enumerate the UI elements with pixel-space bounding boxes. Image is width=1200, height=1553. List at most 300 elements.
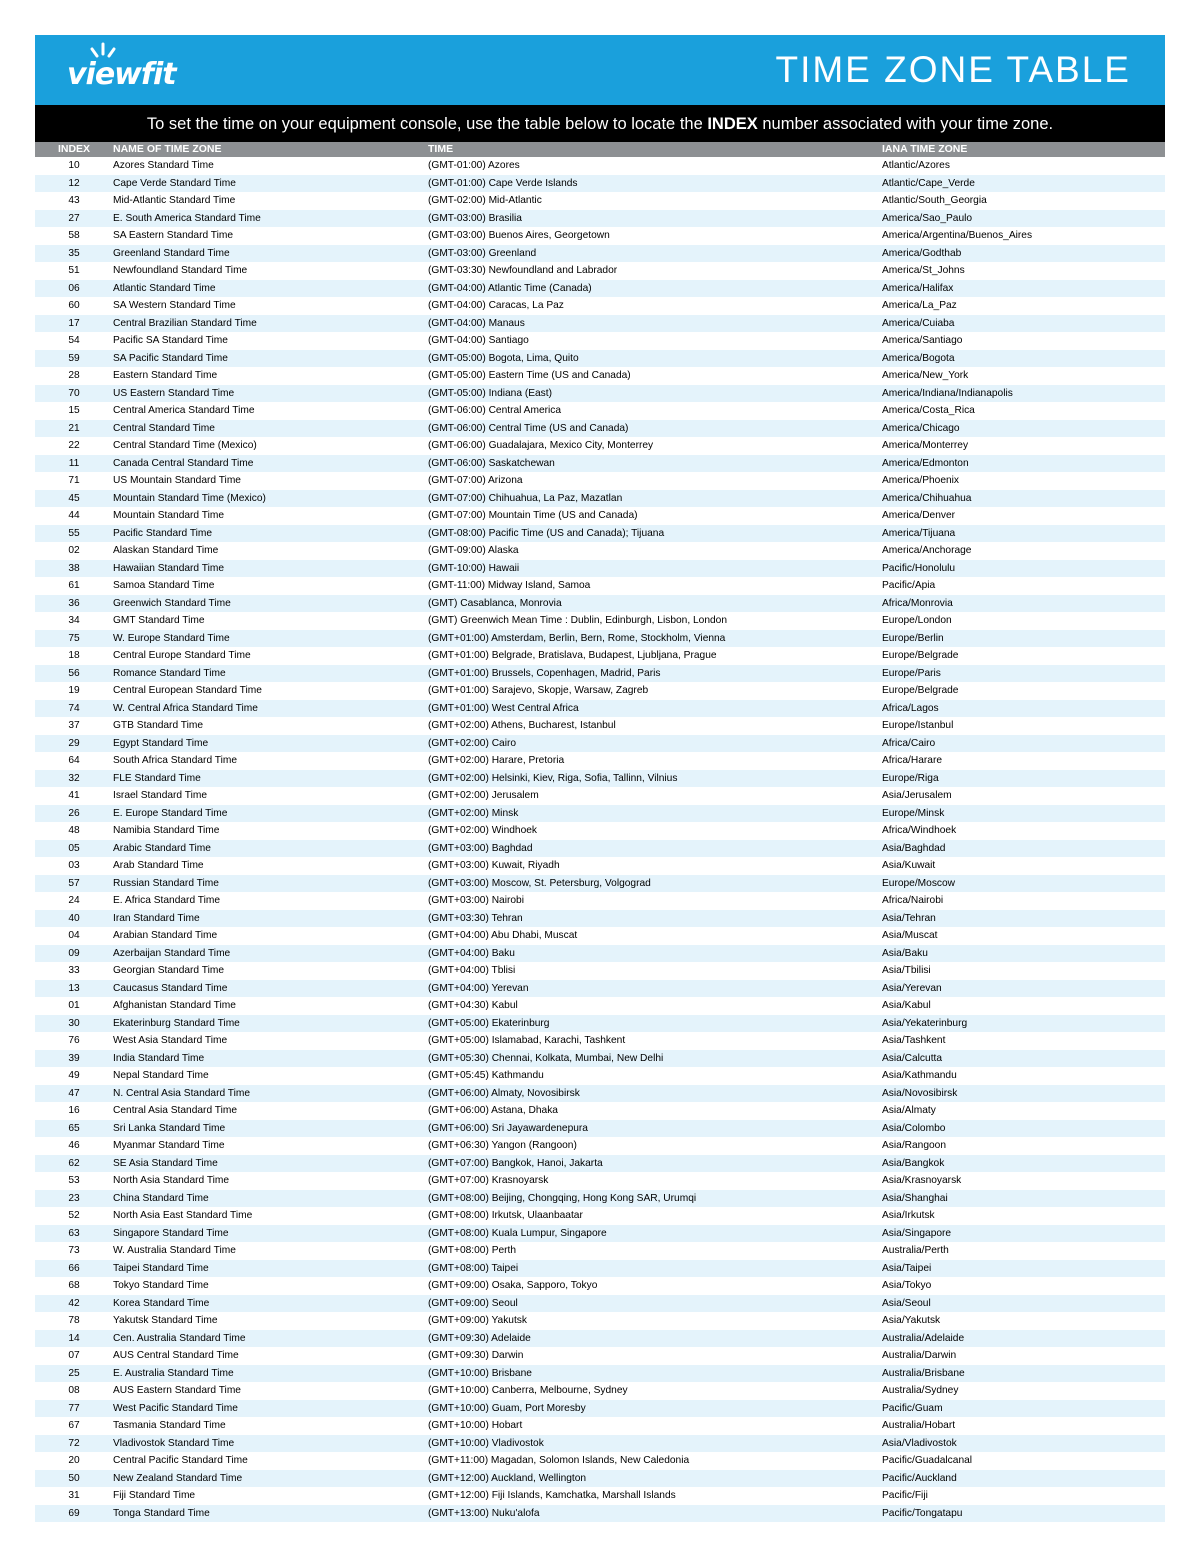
cell-time: (GMT+08:00) Beijing, Chongqing, Hong Kong SAR, Urumqi	[428, 1190, 882, 1208]
cell-iana: Asia/Baghdad	[882, 840, 1165, 858]
cell-iana: Europe/Riga	[882, 770, 1165, 788]
table-row	[35, 840, 1165, 858]
cell-index: 13	[35, 980, 113, 998]
cell-index: 45	[35, 490, 113, 508]
table-row	[35, 1295, 1165, 1313]
cell-iana: Asia/Yekaterinburg	[882, 1015, 1165, 1033]
cell-iana: Atlantic/South_Georgia	[882, 195, 987, 206]
cell-time: (GMT+02:00) Cairo	[428, 735, 882, 753]
cell-iana: Asia/Vladivostok	[882, 1435, 1165, 1453]
cell-index: 59	[35, 350, 113, 368]
cell-index: 06	[35, 280, 113, 298]
cell-index: 42	[35, 1295, 113, 1313]
cell-iana: America/Tijuana	[882, 525, 1165, 543]
cell-iana: Europe/Belgrade	[882, 650, 959, 661]
table-row	[35, 157, 1165, 175]
cell-index: 09	[35, 945, 113, 963]
cell-name: AUS Central Standard Time	[113, 1350, 239, 1361]
cell-time: (GMT+01:00) Sarajevo, Skopje, Warsaw, Zagreb	[428, 685, 649, 696]
cell-index: 14	[35, 1330, 113, 1348]
cell-name: Azores Standard Time	[113, 160, 214, 171]
cell-iana: Europe/Paris	[882, 665, 1165, 683]
table-row	[35, 1470, 1165, 1488]
cell-time: (GMT+04:30) Kabul	[428, 1000, 518, 1011]
cell-iana: Asia/Jerusalem	[882, 790, 952, 801]
cell-time: (GMT+04:00) Tblisi	[428, 965, 516, 976]
cell-time: (GMT+10:00) Vladivostok	[428, 1435, 882, 1453]
cell-name: North Asia East Standard Time	[113, 1210, 253, 1221]
table-row	[35, 1242, 1165, 1260]
cell-time: (GMT-06:00) Guadalajara, Mexico City, Monterrey	[428, 440, 654, 451]
cell-name: Pacific Standard Time	[113, 525, 428, 543]
cell-iana: America/St_Johns	[882, 265, 965, 276]
table-row	[35, 297, 1165, 315]
cell-index: 25	[35, 1365, 113, 1383]
cell-time: (GMT+07:00) Bangkok, Hanoi, Jakarta	[428, 1155, 882, 1173]
cell-time: (GMT-03:00) Buenos Aires, Georgetown	[428, 230, 610, 241]
cell-name: Eastern Standard Time	[113, 370, 218, 381]
cell-time: (GMT+13:00) Nuku'alofa	[428, 1505, 882, 1523]
cell-name: SE Asia Standard Time	[113, 1155, 428, 1173]
cell-time: (GMT-11:00) Midway Island, Samoa	[428, 580, 591, 591]
table-row	[35, 822, 1165, 840]
cell-index: 70	[35, 385, 113, 403]
table-row	[35, 752, 1165, 770]
cell-iana: America/Sao_Paulo	[882, 210, 1165, 228]
cell-time: (GMT+09:00) Seoul	[428, 1295, 882, 1313]
cell-name: Samoa Standard Time	[113, 580, 215, 591]
cell-name: Central Asia Standard Time	[113, 1105, 238, 1116]
instructions-text-before: To set the time on your equipment console, use the table below to locate the	[146, 115, 708, 133]
cell-iana: Asia/Seoul	[882, 1295, 1165, 1313]
table-row	[35, 927, 1165, 945]
cell-index: 28	[68, 370, 80, 381]
cell-time: (GMT+03:00) Moscow, St. Petersburg, Volgograd	[428, 875, 882, 893]
table-row	[35, 945, 1165, 963]
cell-name: Atlantic Standard Time	[113, 280, 428, 298]
cell-name: Central Europe Standard Time	[113, 650, 251, 661]
cell-index: 78	[68, 1315, 80, 1326]
cell-index: 67	[68, 1420, 80, 1431]
cell-index: 53	[68, 1175, 80, 1186]
cell-time: (GMT+10:00) Hobart	[428, 1420, 523, 1431]
table-row	[35, 350, 1165, 368]
cell-iana: Asia/Kuwait	[882, 860, 936, 871]
cell-iana: America/Chicago	[882, 420, 1165, 438]
viewfit-logo	[65, 41, 205, 99]
cell-iana: Asia/Rangoon	[882, 1140, 947, 1151]
table-row	[35, 315, 1165, 333]
cell-index: 43	[68, 195, 80, 206]
cell-name: Tonga Standard Time	[113, 1505, 428, 1523]
cell-time: (GMT+06:00) Almaty, Novosibirsk	[428, 1085, 882, 1103]
cell-name: Pacific SA Standard Time	[113, 335, 228, 346]
table-row	[35, 1190, 1165, 1208]
cell-iana: Asia/Tokyo	[882, 1280, 932, 1291]
cell-index: 17	[35, 315, 113, 333]
cell-index: 62	[35, 1155, 113, 1173]
cell-iana: America/Monterrey	[882, 440, 969, 451]
cell-time: (GMT) Casablanca, Monrovia	[428, 595, 882, 613]
table-row	[35, 1085, 1165, 1103]
table-row	[35, 612, 1165, 630]
cell-name: Central Standard Time (Mexico)	[113, 440, 257, 451]
cell-index: 63	[35, 1225, 113, 1243]
table-header-row	[35, 142, 1165, 157]
cell-time: (GMT-08:00) Pacific Time (US and Canada); Tijuana	[428, 525, 882, 543]
cell-index: 12	[35, 175, 113, 193]
cell-time: (GMT+03:30) Tehran	[428, 910, 882, 928]
cell-name: Sri Lanka Standard Time	[113, 1120, 428, 1138]
cell-index: 47	[35, 1085, 113, 1103]
cell-name: Nepal Standard Time	[113, 1070, 209, 1081]
cell-iana: Asia/Kathmandu	[882, 1070, 957, 1081]
cell-iana: Pacific/Fiji	[882, 1490, 928, 1501]
cell-iana: America/New_York	[882, 370, 969, 381]
cell-iana: America/Argentina/Buenos_Aires	[882, 230, 1033, 241]
cell-time: (GMT-05:00) Eastern Time (US and Canada)	[428, 370, 631, 381]
cell-iana: Australia/Brisbane	[882, 1365, 1165, 1383]
cell-iana: Asia/Irkutsk	[882, 1210, 935, 1221]
cell-index: 41	[68, 790, 80, 801]
cell-iana: Europe/Istanbul	[882, 720, 954, 731]
table-row	[35, 1452, 1165, 1470]
cell-iana: Australia/Hobart	[882, 1420, 956, 1431]
cell-name: Newfoundland Standard Time	[113, 265, 248, 276]
cell-name: Yakutsk Standard Time	[113, 1315, 218, 1326]
cell-index: 56	[35, 665, 113, 683]
cell-index: 36	[35, 595, 113, 613]
table-row	[35, 770, 1165, 788]
cell-time: (GMT+02:00) Athens, Bucharest, Istanbul	[428, 720, 616, 731]
cell-index: 26	[35, 805, 113, 823]
cell-name: Central America Standard Time	[113, 405, 255, 416]
table-row	[35, 665, 1165, 683]
cell-index: 10	[68, 160, 80, 171]
table-row	[35, 787, 1165, 805]
instructions-text-bold: INDEX	[707, 115, 758, 133]
cell-index: 29	[35, 735, 113, 753]
cell-iana: Africa/Monrovia	[882, 595, 1165, 613]
cell-time: (GMT+08:00) Kuala Lumpur, Singapore	[428, 1225, 882, 1243]
cell-time: (GMT+09:30) Adelaide	[428, 1330, 882, 1348]
cell-iana: America/Edmonton	[882, 455, 1165, 473]
cell-index: 51	[68, 265, 80, 276]
cell-index: 24	[68, 895, 80, 906]
table-row	[35, 245, 1165, 263]
table-row	[35, 1347, 1165, 1365]
cell-name: Tasmania Standard Time	[113, 1420, 226, 1431]
cell-time: (GMT+05:45) Kathmandu	[428, 1070, 544, 1081]
cell-name: Fiji Standard Time	[113, 1490, 196, 1501]
table-row	[35, 1277, 1165, 1295]
cell-index: 58	[68, 230, 80, 241]
cell-name: Central Brazilian Standard Time	[113, 315, 428, 333]
cell-name: Mountain Standard Time	[113, 510, 224, 521]
cell-index: 22	[68, 440, 80, 451]
cell-time: (GMT-05:00) Bogota, Lima, Quito	[428, 350, 882, 368]
table-row	[35, 875, 1165, 893]
cell-iana: Australia/Sydney	[882, 1385, 959, 1396]
cell-index: 18	[68, 650, 80, 661]
cell-index: 64	[68, 755, 80, 766]
cell-time: (GMT-02:00) Mid-Atlantic	[428, 195, 542, 206]
cell-name: Mountain Standard Time (Mexico)	[113, 490, 428, 508]
cell-iana: America/Halifax	[882, 280, 1165, 298]
cell-name: Singapore Standard Time	[113, 1225, 428, 1243]
cell-index: 52	[68, 1210, 80, 1221]
column-header-name: NAME OF TIME ZONE	[113, 142, 428, 157]
table-row	[35, 507, 1165, 525]
cell-iana: Pacific/Apia	[882, 580, 936, 591]
table-row	[35, 472, 1165, 490]
cell-name: Israel Standard Time	[113, 790, 207, 801]
cell-name: Ekaterinburg Standard Time	[113, 1015, 428, 1033]
table-row	[35, 542, 1165, 560]
cell-iana: Asia/Shanghai	[882, 1190, 1165, 1208]
table-row	[35, 857, 1165, 875]
cell-iana: Asia/Tashkent	[882, 1035, 946, 1046]
cell-name: Central European Standard Time	[113, 685, 262, 696]
header-banner	[35, 35, 1165, 105]
cell-time: (GMT-04:00) Santiago	[428, 335, 529, 346]
cell-time: (GMT+02:00) Jerusalem	[428, 790, 539, 801]
cell-index: 77	[35, 1400, 113, 1418]
cell-iana: Asia/Novosibirsk	[882, 1085, 1165, 1103]
cell-iana: America/Chihuahua	[882, 490, 1165, 508]
cell-time: (GMT-01:00) Azores	[428, 160, 520, 171]
cell-name: Korea Standard Time	[113, 1295, 428, 1313]
table-row	[35, 805, 1165, 823]
cell-time: (GMT+09:00) Yakutsk	[428, 1315, 527, 1326]
cell-time: (GMT+03:00) Kuwait, Riyadh	[428, 860, 560, 871]
cell-index: 30	[35, 1015, 113, 1033]
cell-index: 15	[68, 405, 80, 416]
cell-iana: Africa/Harare	[882, 755, 943, 766]
cell-index: 07	[68, 1350, 80, 1361]
cell-iana: America/Bogota	[882, 350, 1165, 368]
cell-name: Arab Standard Time	[113, 860, 204, 871]
cell-index: 54	[68, 335, 80, 346]
cell-index: 27	[35, 210, 113, 228]
cell-name: FLE Standard Time	[113, 770, 428, 788]
cell-iana: Asia/Yakutsk	[882, 1315, 941, 1326]
cell-name: Georgian Standard Time	[113, 965, 224, 976]
cell-name: SA Pacific Standard Time	[113, 350, 428, 368]
cell-time: (GMT+01:00) West Central Africa	[428, 700, 882, 718]
cell-iana: Europe/Belgrade	[882, 685, 959, 696]
cell-time: (GMT+06:30) Yangon (Rangoon)	[428, 1140, 577, 1151]
cell-time: (GMT-03:00) Brasilia	[428, 210, 882, 228]
cell-time: (GMT+02:00) Harare, Pretoria	[428, 755, 565, 766]
table-row	[35, 420, 1165, 438]
cell-index: 65	[35, 1120, 113, 1138]
cell-index: 02	[68, 545, 80, 556]
table-row	[35, 1435, 1165, 1453]
cell-time: (GMT+10:00) Guam, Port Moresby	[428, 1400, 882, 1418]
cell-iana: America/La_Paz	[882, 300, 957, 311]
table-row	[35, 1487, 1165, 1505]
cell-name: New Zealand Standard Time	[113, 1470, 428, 1488]
cell-name: Canada Central Standard Time	[113, 455, 428, 473]
cell-name: Azerbaijan Standard Time	[113, 945, 428, 963]
cell-iana: Australia/Adelaide	[882, 1330, 1165, 1348]
table-row	[35, 892, 1165, 910]
cell-index: 50	[35, 1470, 113, 1488]
table-row	[35, 227, 1165, 245]
cell-name: North Asia Standard Time	[113, 1175, 230, 1186]
cell-name: Cen. Australia Standard Time	[113, 1330, 428, 1348]
cell-iana: Asia/Taipei	[882, 1260, 1165, 1278]
cell-time: (GMT+04:00) Abu Dhabi, Muscat	[428, 930, 578, 941]
cell-iana: America/Cuiaba	[882, 315, 1165, 333]
cell-time: (GMT+09:00) Osaka, Sapporo, Tokyo	[428, 1280, 598, 1291]
cell-index: 40	[35, 910, 113, 928]
cell-iana: Pacific/Honolulu	[882, 560, 1165, 578]
table-row	[35, 1015, 1165, 1033]
cell-name: GMT Standard Time	[113, 615, 205, 626]
cell-name: Afghanistan Standard Time	[113, 1000, 236, 1011]
cell-index: 05	[35, 840, 113, 858]
cell-index: 32	[35, 770, 113, 788]
cell-iana: Asia/Baku	[882, 945, 1165, 963]
cell-iana: Asia/Singapore	[882, 1225, 1165, 1243]
cell-time: (GMT-06:00) Central Time (US and Canada)	[428, 420, 882, 438]
cell-iana: Asia/Tbilisi	[882, 965, 931, 976]
cell-time: (GMT-01:00) Cape Verde Islands	[428, 175, 882, 193]
cell-iana: Africa/Windhoek	[882, 825, 957, 836]
cell-index: 46	[68, 1140, 80, 1151]
cell-name: India Standard Time	[113, 1050, 428, 1068]
table-row	[35, 490, 1165, 508]
cell-time: (GMT+02:00) Minsk	[428, 805, 882, 823]
table-row	[35, 1032, 1165, 1050]
cell-index: 21	[35, 420, 113, 438]
cell-name: Arabian Standard Time	[113, 930, 218, 941]
cell-time: (GMT) Greenwich Mean Time : Dublin, Edinburgh, Lisbon, London	[428, 615, 727, 626]
cell-index: 19	[68, 685, 80, 696]
cell-index: 08	[68, 1385, 80, 1396]
table-row	[35, 1137, 1165, 1155]
cell-time: (GMT-04:00) Manaus	[428, 315, 882, 333]
cell-name: Caucasus Standard Time	[113, 980, 428, 998]
cell-iana: Pacific/Tongatapu	[882, 1505, 1165, 1523]
cell-iana: Pacific/Guam	[882, 1400, 1165, 1418]
cell-iana: America/Santiago	[882, 335, 963, 346]
cell-iana: America/Phoenix	[882, 475, 960, 486]
cell-time: (GMT+02:00) Helsinki, Kiev, Riga, Sofia, Tallinn, Vilnius	[428, 770, 882, 788]
cell-index: 04	[68, 930, 80, 941]
table-row	[35, 280, 1165, 298]
cell-time: (GMT+04:00) Yerevan	[428, 980, 882, 998]
table-row	[35, 1260, 1165, 1278]
cell-name: Myanmar Standard Time	[113, 1140, 225, 1151]
cell-iana: Australia/Darwin	[882, 1350, 957, 1361]
cell-name: Greenland Standard Time	[113, 245, 428, 263]
cell-index: 48	[68, 825, 80, 836]
cell-name: West Pacific Standard Time	[113, 1400, 428, 1418]
cell-index: 72	[35, 1435, 113, 1453]
cell-name: Tokyo Standard Time	[113, 1280, 209, 1291]
cell-iana: Africa/Cairo	[882, 735, 1165, 753]
cell-name: W. Europe Standard Time	[113, 630, 428, 648]
cell-index: 69	[35, 1505, 113, 1523]
table-row	[35, 525, 1165, 543]
cell-index: 68	[68, 1280, 80, 1291]
cell-name: US Eastern Standard Time	[113, 385, 428, 403]
cell-name: Arabic Standard Time	[113, 840, 428, 858]
cell-name: China Standard Time	[113, 1190, 428, 1208]
table-row	[35, 962, 1165, 980]
cell-time: (GMT+05:30) Chennai, Kolkata, Mumbai, New Delhi	[428, 1050, 882, 1068]
cell-time: (GMT-09:00) Alaska	[428, 545, 519, 556]
table-row	[35, 630, 1165, 648]
cell-time: (GMT+03:00) Baghdad	[428, 840, 882, 858]
cell-name: Alaskan Standard Time	[113, 545, 219, 556]
table-row	[35, 735, 1165, 753]
cell-iana: America/Anchorage	[882, 545, 972, 556]
cell-time: (GMT-07:00) Chihuahua, La Paz, Mazatlan	[428, 490, 882, 508]
cell-time: (GMT+08:00) Perth	[428, 1245, 517, 1256]
cell-index: 31	[68, 1490, 80, 1501]
cell-iana: Asia/Colombo	[882, 1120, 1165, 1138]
cell-index: 33	[68, 965, 80, 976]
cell-name: W. Australia Standard Time	[113, 1245, 236, 1256]
cell-iana: Atlantic/Cape_Verde	[882, 175, 1165, 193]
cell-name: E. Europe Standard Time	[113, 805, 428, 823]
cell-time: (GMT+01:00) Amsterdam, Berlin, Bern, Rome, Stockholm, Vienna	[428, 630, 882, 648]
cell-name: Hawaiian Standard Time	[113, 560, 428, 578]
cell-index: 34	[68, 615, 80, 626]
cell-index: 23	[35, 1190, 113, 1208]
cell-name: E. Australia Standard Time	[113, 1365, 428, 1383]
cell-time: (GMT+08:00) Taipei	[428, 1260, 882, 1278]
cell-iana: Europe/Berlin	[882, 630, 1165, 648]
table-row	[35, 560, 1165, 578]
cell-iana: America/Indiana/Indianapolis	[882, 385, 1165, 403]
cell-time: (GMT-06:00) Saskatchewan	[428, 455, 882, 473]
cell-name: Iran Standard Time	[113, 910, 428, 928]
table-row	[35, 1155, 1165, 1173]
cell-time: (GMT-10:00) Hawaii	[428, 560, 882, 578]
cell-time: (GMT-04:00) Caracas, La Paz	[428, 300, 564, 311]
cell-time: (GMT+12:00) Fiji Islands, Kamchatka, Marshall Islands	[428, 1490, 676, 1501]
cell-name: E. Africa Standard Time	[113, 895, 221, 906]
cell-index: 76	[68, 1035, 80, 1046]
cell-name: South Africa Standard Time	[113, 755, 238, 766]
table-row	[35, 437, 1165, 455]
cell-name: Egypt Standard Time	[113, 735, 428, 753]
cell-index: 44	[68, 510, 80, 521]
table-row	[35, 1505, 1165, 1523]
cell-iana: Australia/Perth	[882, 1245, 949, 1256]
cell-iana: America/Godthab	[882, 245, 1165, 263]
cell-iana: Asia/Almaty	[882, 1105, 936, 1116]
table-row	[35, 1207, 1165, 1225]
table-row	[35, 647, 1165, 665]
cell-index: 38	[35, 560, 113, 578]
cell-index: 37	[68, 720, 80, 731]
instructions-text-after: number associated with your time zone.	[757, 115, 1054, 133]
cell-index: 73	[68, 1245, 80, 1256]
cell-index: 49	[68, 1070, 80, 1081]
table-row	[35, 385, 1165, 403]
cell-name: SA Western Standard Time	[113, 300, 236, 311]
cell-time: (GMT+12:00) Auckland, Wellington	[428, 1470, 882, 1488]
cell-index: 20	[68, 1455, 80, 1466]
table-row	[35, 367, 1165, 385]
cell-time: (GMT-03:00) Greenland	[428, 245, 882, 263]
